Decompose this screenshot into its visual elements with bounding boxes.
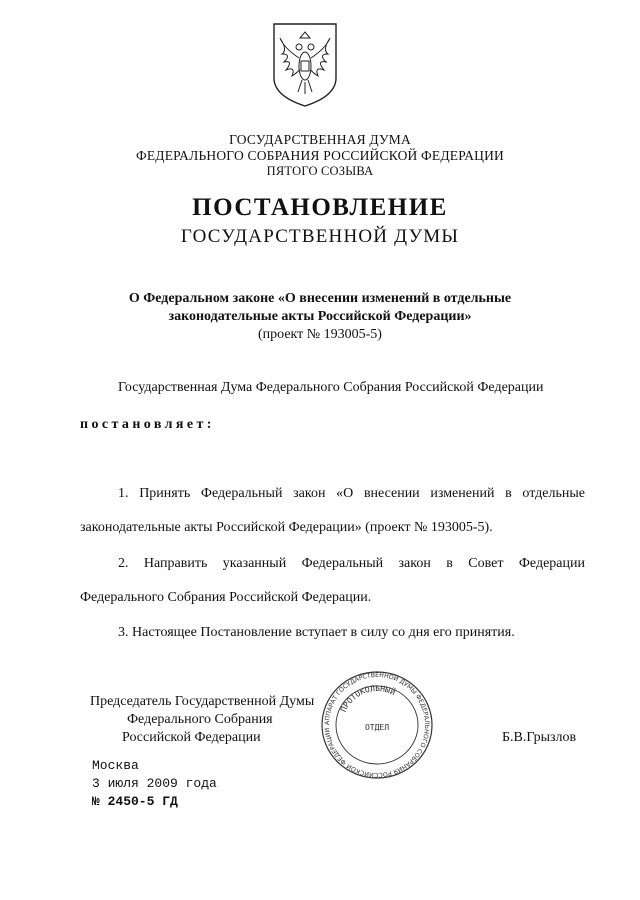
signatory-position-line-1: Председатель Государственной Думы (90, 694, 315, 709)
org-line-3: ПЯТОГО СОЗЫВА (266, 164, 374, 178)
resolves-word: постановляет: (80, 417, 215, 432)
signatory-position-line-3: Российской Федерации (122, 730, 261, 745)
signatory-name: Б.В.Грызлов (502, 730, 577, 745)
document-type-title: ПОСТАНОВЛЕНИЕ (192, 194, 448, 221)
item-1-line-1: 1. Принять Федеральный закон «О внесении изменений в отдельные (118, 486, 585, 501)
coat-of-arms-emblem (270, 20, 340, 108)
signatory-position-line-2: Федерального Собрания (127, 712, 273, 727)
preamble: Государственная Дума Федерального Собрания Российской Федерации (118, 380, 544, 395)
stamp-center-text: ОТДЕЛ (364, 723, 390, 732)
item-2-line-2: Федерального Собрания Российской Федерации. (80, 590, 372, 605)
stamp-outer-text: АППАРАТ ГОСУДАРСТВЕННОЙ ДУМЫ ФЕДЕРАЛЬНОГО СОБРАНИЯ РОССИЙСКОЙ ФЕДЕРАЦИИ (323, 671, 431, 779)
subject-line-1: О Федеральном законе «О внесении изменений в отдельные (128, 291, 512, 306)
date: 3 июля 2009 года (92, 776, 217, 791)
item-1-line-2: законодательные акты Российской Федерации» (проект № 193005-5). (80, 520, 493, 535)
city: Москва (92, 758, 139, 773)
document-issuer-title: ГОСУДАРСТВЕННОЙ ДУМЫ (180, 226, 460, 247)
project-reference: (проект № 193005-5) (258, 327, 382, 342)
item-3-line-1: 3. Настоящее Постановление вступает в силу со дня его принятия. (118, 625, 515, 640)
subject-line-2: законодательные акты Российской Федерации» (168, 309, 472, 324)
official-round-stamp (312, 670, 442, 780)
item-2-line-1: 2. Направить указанный Федеральный закон в Совет Федерации (118, 556, 585, 571)
org-line-1: ГОСУДАРСТВЕННАЯ ДУМА (229, 132, 411, 147)
resolution-number: № 2450-5 ГД (92, 794, 178, 809)
org-line-2: ФЕДЕРАЛЬНОГО СОБРАНИЯ РОССИЙСКОЙ ФЕДЕРАЦИИ (136, 148, 504, 163)
stamp-inner-top-text: ПРОТОКОЛЬНЫЙ (338, 683, 397, 714)
